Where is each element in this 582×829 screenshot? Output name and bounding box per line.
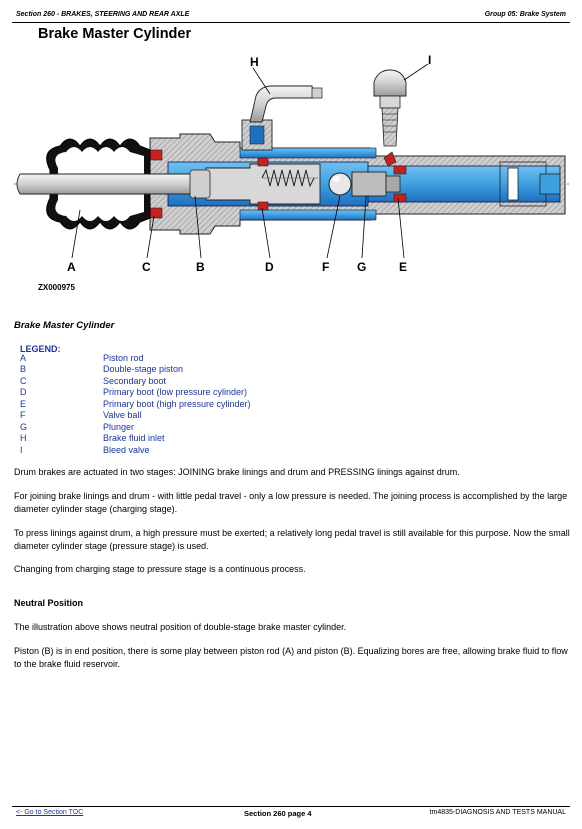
- page-title: Brake Master Cylinder: [38, 26, 192, 42]
- primary-boot-high-top: [394, 166, 406, 174]
- paragraph-transition: Changing from charging stage to pressure stage is a continuous process.: [14, 564, 306, 574]
- footer-rule: [12, 806, 570, 807]
- callout-f: F: [322, 260, 330, 274]
- section-toc-link[interactable]: <- Go to Section TOC: [16, 809, 84, 816]
- legend-key: H: [20, 433, 27, 444]
- brake-fluid-inlet-pipe: [250, 86, 314, 122]
- legend-value: Secondary boot: [103, 375, 167, 386]
- legend-value: Plunger: [103, 421, 135, 432]
- piston-rod: [17, 174, 206, 194]
- legend-value: Brake fluid inlet: [103, 433, 165, 444]
- callout-c: C: [142, 260, 151, 274]
- secondary-boot-seal-bottom: [150, 208, 162, 218]
- primary-boot-high-bottom: [394, 194, 406, 202]
- legend-value: Piston rod: [103, 353, 144, 363]
- callout-a: A: [67, 260, 76, 274]
- callout-d: D: [265, 260, 274, 274]
- legend-key: D: [20, 387, 27, 398]
- legend-item: [20, 364, 420, 375]
- legend-item: [20, 387, 420, 398]
- figure-caption: Brake Master Cylinder: [14, 320, 115, 331]
- section-subheading: Neutral Position: [14, 598, 84, 608]
- callout-e: E: [399, 260, 408, 274]
- primary-boot-low-top: [258, 158, 268, 166]
- legend-item: [20, 445, 420, 456]
- legend-title: LEGEND:: [20, 344, 61, 354]
- callout-b: B: [196, 260, 205, 274]
- legend-key: B: [20, 364, 27, 375]
- end-plug: [508, 168, 518, 200]
- group-title: Group 05: Brake System: [484, 11, 566, 18]
- figure-id: ZX000975: [38, 283, 75, 292]
- paragraph-neutral-detail: Piston (B) is in end position, there is some play between piston rod (A) and piston (B). Equalizing bores are free, allowing brake fluid to flow to the brake fluid reservoir.: [14, 646, 568, 669]
- legend-key: G: [20, 421, 28, 432]
- legend-value: Valve ball: [103, 410, 142, 421]
- brake-master-cylinder-illustration: [0, 50, 582, 295]
- paragraph-neutral-overview: The illustration above shows neutral position of double-stage brake master cylinder.: [14, 622, 347, 632]
- paragraph-intro: Drum brakes are actuated in two stages: JOINING brake linings and drum and PRESSING linings against drum.: [14, 467, 460, 477]
- section-title: Section 260 - BRAKES, STEERING AND REAR AXLE: [16, 11, 190, 18]
- plunger: [352, 172, 386, 196]
- callout-h: H: [250, 55, 259, 69]
- legend-item: [20, 422, 420, 433]
- legend-item: [20, 353, 420, 364]
- legend-key: C: [20, 375, 27, 386]
- secondary-boot-seal-top: [150, 150, 162, 160]
- legend-key: A: [20, 353, 27, 363]
- callout-i: I: [428, 53, 432, 67]
- paragraph-charging-stage: For joining brake linings and drum - with little pedal travel - only a low pressure is needed. The joining process is accomplished by the large diameter cylinder stage (charging stage).: [14, 491, 568, 514]
- page-footer: [16, 809, 566, 821]
- legend-key: I: [20, 444, 23, 455]
- legend-key: F: [20, 410, 26, 421]
- lower-fluid-channel: [240, 210, 376, 220]
- legend-item: [20, 410, 420, 421]
- outlet-port: [540, 174, 560, 194]
- page-header: [16, 8, 566, 22]
- header-rule: [12, 22, 570, 23]
- legend-value: Primary boot (low pressure cylinder): [103, 387, 248, 398]
- callout-g: G: [357, 260, 367, 274]
- legend-list: [20, 353, 420, 456]
- legend-item: [20, 376, 420, 387]
- legend-value: Primary boot (high pressure cylinder): [103, 398, 251, 409]
- paragraph-pressure-stage: To press linings against drum, a high pressure must be exerted; a relatively long pedal travel is still available for this purpose. Now the small diameter cylinder stage (pressure stage) is used.: [14, 528, 570, 551]
- bleed-valve-cap: [374, 70, 406, 96]
- page-number: Section 260 page 4: [244, 809, 312, 818]
- legend-item: [20, 399, 420, 410]
- legend-value: Double-stage piston: [103, 364, 184, 375]
- legend-item: [20, 433, 420, 444]
- bleed-valve-stem: [382, 108, 398, 146]
- legend-value: Bleed valve: [103, 444, 150, 455]
- primary-boot-low-bottom: [258, 202, 268, 210]
- legend-key: E: [20, 398, 27, 409]
- valve-ball: [329, 173, 351, 195]
- manual-title: tm4835-DIAGNOSIS AND TESTS MANUAL: [429, 809, 566, 816]
